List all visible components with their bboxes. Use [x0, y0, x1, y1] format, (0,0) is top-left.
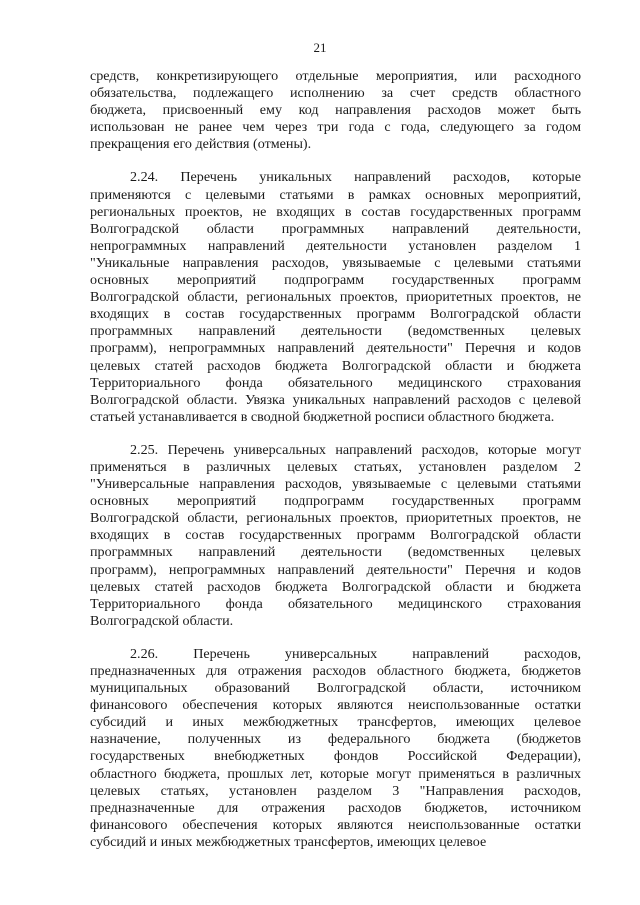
text-line: Волгоградской области, региональных проектов, приоритетных проектов, не	[90, 289, 581, 306]
text-line: применяться в различных целевых статьях, установлен разделом 2	[90, 458, 581, 475]
text-line: основных мероприятий подпрограмм государственных программ	[90, 493, 581, 510]
text-line: использован не ранее чем через три года с года, следующего за годом	[90, 119, 581, 136]
text-line: Территориального фонда обязательного медицинского страхования	[90, 595, 581, 612]
paragraph-p226	[90, 646, 581, 851]
text-line: целевых статей расходов бюджета Волгоградской области и бюджета	[90, 578, 581, 595]
text-line: субсидий и иных межбюджетных трансфертов, имеющих целевое	[90, 833, 487, 850]
text-line: 2.26. Перечень универсальных направлений расходов,	[130, 645, 581, 662]
page-number: 21	[313, 40, 327, 55]
text-line: государственых внебюджетных фондов Российской Федерации),	[90, 748, 581, 765]
text-line: Волгоградской области. Увязка уникальных направлений расходов с целевой	[90, 391, 581, 408]
text-line: "Универсальные направления расходов, увязываемые с целевыми статьями	[90, 476, 581, 493]
text-line: программных направлений деятельности (ведомственных целевых	[90, 544, 581, 561]
paragraph-spacer	[90, 630, 581, 646]
text-line: прекращения его действия (отмены).	[90, 136, 312, 153]
text-line: средств, конкретизирующего отдельные мероприятия, или расходного	[90, 68, 581, 84]
text-line: программных направлений деятельности (ведомственных целевых	[90, 323, 581, 340]
text-line: Волгоградской области, региональных проектов, приоритетных проектов, не	[90, 510, 581, 527]
text-line: входящих в состав государственных программ Волгоградской области	[90, 527, 581, 544]
text-line: 2.24. Перечень уникальных направлений расходов, которые	[130, 169, 581, 186]
paragraph-spacer	[90, 153, 581, 169]
text-line: программ), непрограммных направлений деятельности" Перечня и кодов	[90, 561, 581, 578]
text-line: предназначенных для отражения расходов областного бюджета, бюджетов	[90, 663, 581, 679]
text-line: 2.25. Перечень универсальных направлений расходов, которые могут	[130, 441, 581, 458]
text-line: входящих в состав государственных программ Волгоградской области	[90, 306, 581, 323]
text-line: целевых статей расходов бюджета Волгоградской области и бюджета	[90, 357, 581, 374]
text-line: областного бюджета, прошлых лет, которые могут применяться в различных	[90, 765, 581, 782]
text-line: субсидий и иных межбюджетных трансфертов, имеющих целевое	[90, 714, 581, 731]
text-line: Территориального фонда обязательного медицинского страхования	[90, 374, 581, 391]
text-line: Волгоградской области.	[90, 612, 234, 629]
paragraph-spacer	[90, 426, 581, 442]
paragraph-cont	[90, 68, 581, 153]
paragraph-p225	[90, 442, 581, 630]
text-line: бюджета, присвоенный ему код направления расходов может быть	[90, 102, 581, 119]
text-line: региональных проектов, не входящих в состав государственных программ	[90, 203, 581, 220]
text-line: Волгоградской области программных направлений деятельности,	[90, 220, 581, 237]
text-line: муниципальных образований Волгоградской области, источником	[90, 680, 581, 697]
text-line: применяются с целевыми статьями в рамках основных мероприятий,	[90, 186, 581, 203]
document-body	[90, 68, 581, 851]
text-line: целевых статьях, установлен разделом 3 "Направления расходов,	[90, 782, 581, 799]
text-line: финансового обеспечения которых являются неиспользованные остатки	[90, 816, 581, 833]
text-line: "Уникальные направления расходов, увязываемые с целевыми статьями	[90, 254, 581, 271]
text-line: финансового обеспечения которых являются неиспользованные остатки	[90, 697, 581, 714]
paragraph-p224	[90, 169, 581, 425]
text-line: основных мероприятий подпрограмм государственных программ	[90, 272, 581, 289]
text-line: назначение, полученных из федерального бюджета (бюджетов	[90, 731, 581, 748]
text-line: программ), непрограммных направлений деятельности" Перечня и кодов	[90, 340, 581, 357]
text-line: статьей устанавливается в сводной бюджетной росписи областного бюджета.	[90, 408, 555, 425]
text-line: обязательства, подлежащего исполнению за счет средств областного	[90, 85, 581, 102]
text-line: непрограммных направлений деятельности установлен разделом 1	[90, 237, 581, 254]
text-line: предназначенные для отражения расходов бюджетов, источником	[90, 799, 581, 816]
